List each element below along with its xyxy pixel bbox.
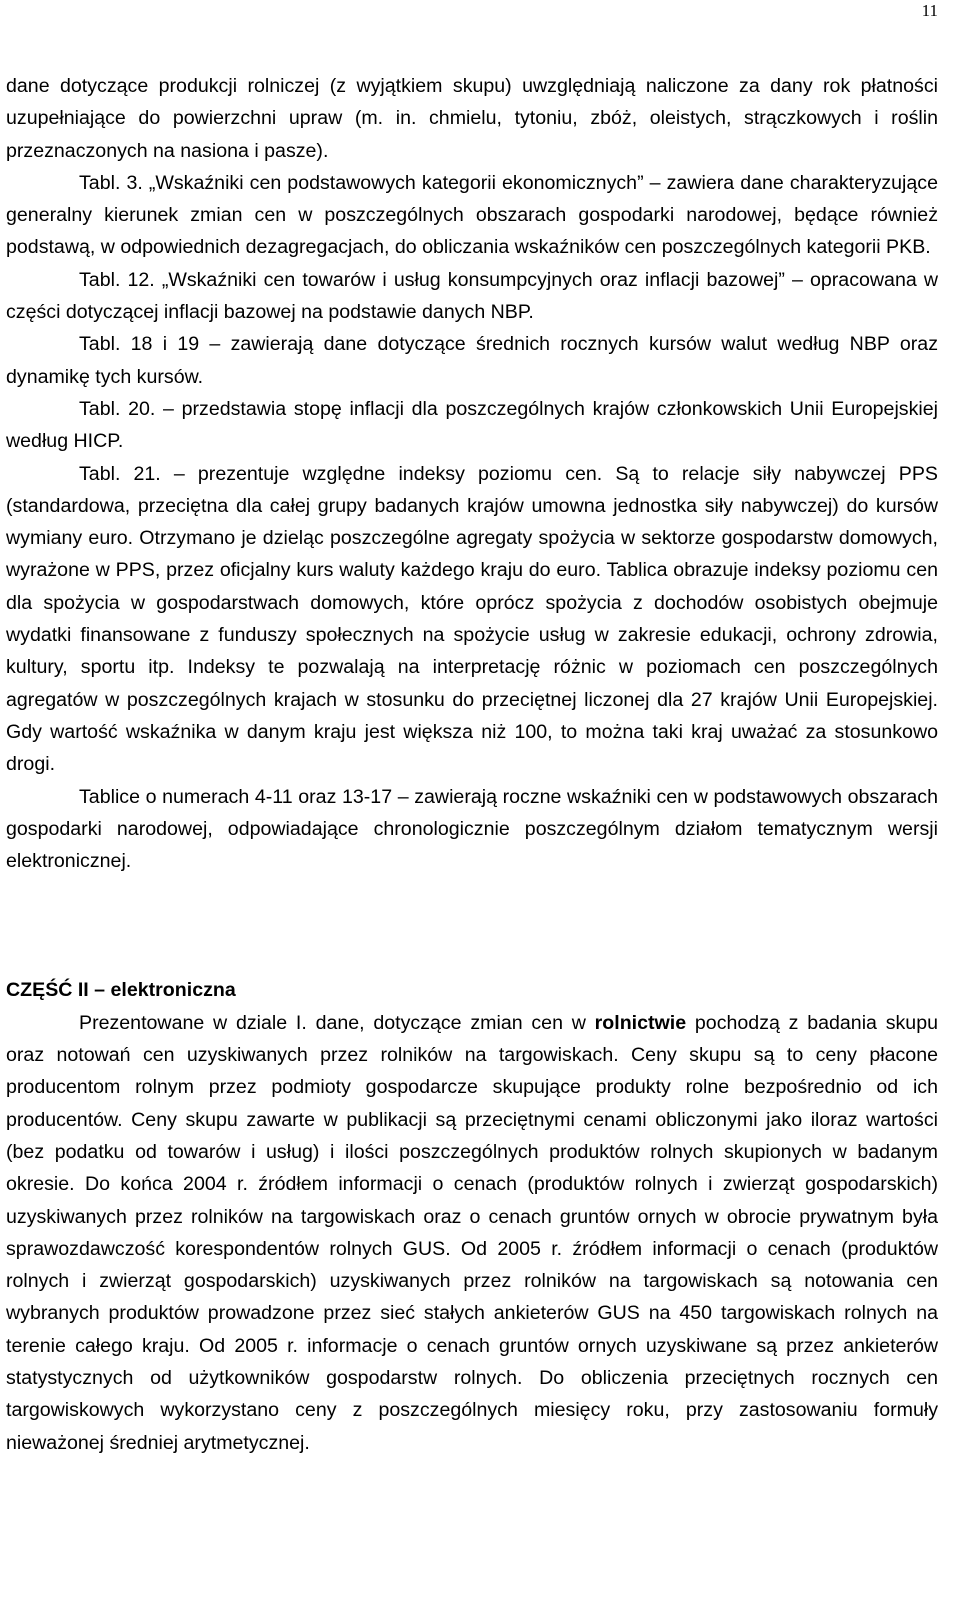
page-number: 11 <box>921 1 938 20</box>
paragraph-agricultural-data: dane dotyczące produkcji rolniczej (z wyjątkiem skupu) uwzględniają naliczone za dany rok płatności uzupełniające do powierzchni upraw (m. in. chmielu, tytoniu, zbóż, oleistych, strączkowych i roślin przeznaczonych na nasiona i pasze). <box>6 75 938 162</box>
section-heading-part-2: CZĘŚĆ II – elektroniczna <box>6 979 236 1002</box>
paragraph-table-21: Tabl. 21. – prezentuje względne indeksy poziomu cen. Są to relacje siły nabywczej PPS (standardowa, przeciętna dla całej grupy badanych krajów umowna jednostka siły nabywczej) do kursów wymiany euro. Otrzymano je dzieląc poszczególne agregaty spożycia w sektorze gospodarstw domowych, wyrażone w PPS, przez oficjalny kurs waluty każdego kraju do euro. Tablica obrazuje indeksy poziomu cen dla spożycia w gospodarstwach domowych, które oprócz spożycia z dochodów osobistych obejmuje wydatki finansowane z funduszy społecznych na spożycie usług w zakresie edukacji, ochrony zdrowia, kultury, sportu itp. Indeksy te pozwalają na interpretację różnic w poziomach cen poszczególnych agregatów w poszczególnych krajach w stosunku do przeciętnej liczonej dla 27 krajów Unii Europejskiej. Gdy wartość wskaźnika w danym kraju jest większa niż 100, to można taki kraj uważać za stosunkowo drogi. <box>6 462 938 776</box>
section-spacer <box>6 877 938 974</box>
bold-term-rolnictwie: rolnictwie <box>594 1011 687 1034</box>
paragraph-table-12: Tabl. 12. „Wskaźniki cen towarów i usług konsumpcyjnych oraz inflacji bazowej” – opracowana w części dotyczącej inflacji bazowej na podstawie danych NBP. <box>6 268 938 324</box>
paragraph-tables-4-11-13-17: Tablice o numerach 4-11 oraz 13-17 – zawierają roczne wskaźniki cen w podstawowych obszarach gospodarki narodowej, odpowiadające chronologicznie poszczególnym działom tematycznym wersji elektronicznej. <box>6 785 938 873</box>
paragraph-text-rest: pochodzą z badania skupu oraz notowań cen uzyskiwanych przez rolników na targowiskach. Ceny skupu są to ceny płacone producentom rolnym przez podmioty gospodarcze skupujące produkty rolne bezpośrednio od ich producentów. Ceny skupu zawarte w publikacji są przeciętnymi cenami obliczonymi jako iloraz wartości (bez podatku od towarów i usług) i ilości poszczególnych produktów rolnych skupionych w badanym okresie. Do końca 2004 r. źródłem informacji o cenach (produktów rolnych i zwierząt gospodarskich) uzyskiwanych przez rolników na targowiskach oraz o cenach gruntów ornych w obrocie prywatnym była sprawozdawczość korespondentów rolnych GUS. Od 2005 r. źródłem informacji o cenach (produktów rolnych i zwierząt gospodarskich) uzyskiwanych przez rolników na targowiskach są notowania cen wybranych produktów prowadzone przez sieć stałych ankieterów GUS na 450 targowiskach rolnych na terenie całego kraju. Od 2005 r. informacje o cenach gruntów ornych uzyskiwane są przez ankieterów statystycznych od użytkowników gospodarstw rolnych. Do obliczenia przeciętnych rocznych cen targowiskowych wykorzystano ceny z poszczególnych miesięcy roku, przy zastosowaniu formuły nieważonej średniej arytmetycznej. <box>6 1011 939 1454</box>
paragraph-text-start: Prezentowane w dziale I. dane, dotyczące zmian cen w <box>79 1011 595 1034</box>
document-body <box>6 70 938 1459</box>
paragraph-table-3: Tabl. 3. „Wskaźniki cen podstawowych kategorii ekonomicznych” – zawiera dane charakteryzujące generalny kierunek zmian cen w poszczególnych obszarach gospodarki narodowej, będące również podstawą, w odpowiednich dezagregacjach, do obliczania wskaźników cen poszczególnych kategorii PKB. <box>6 171 938 259</box>
paragraph-agriculture-prices <box>6 1007 938 1459</box>
paragraph-table-20: Tabl. 20. – przedstawia stopę inflacji dla poszczególnych krajów członkowskich Unii Europejskiej według HICP. <box>6 397 938 453</box>
paragraph-tables-18-19: Tabl. 18 i 19 – zawierają dane dotyczące średnich rocznych kursów walut według NBP oraz dynamikę tych kursów. <box>6 333 938 388</box>
